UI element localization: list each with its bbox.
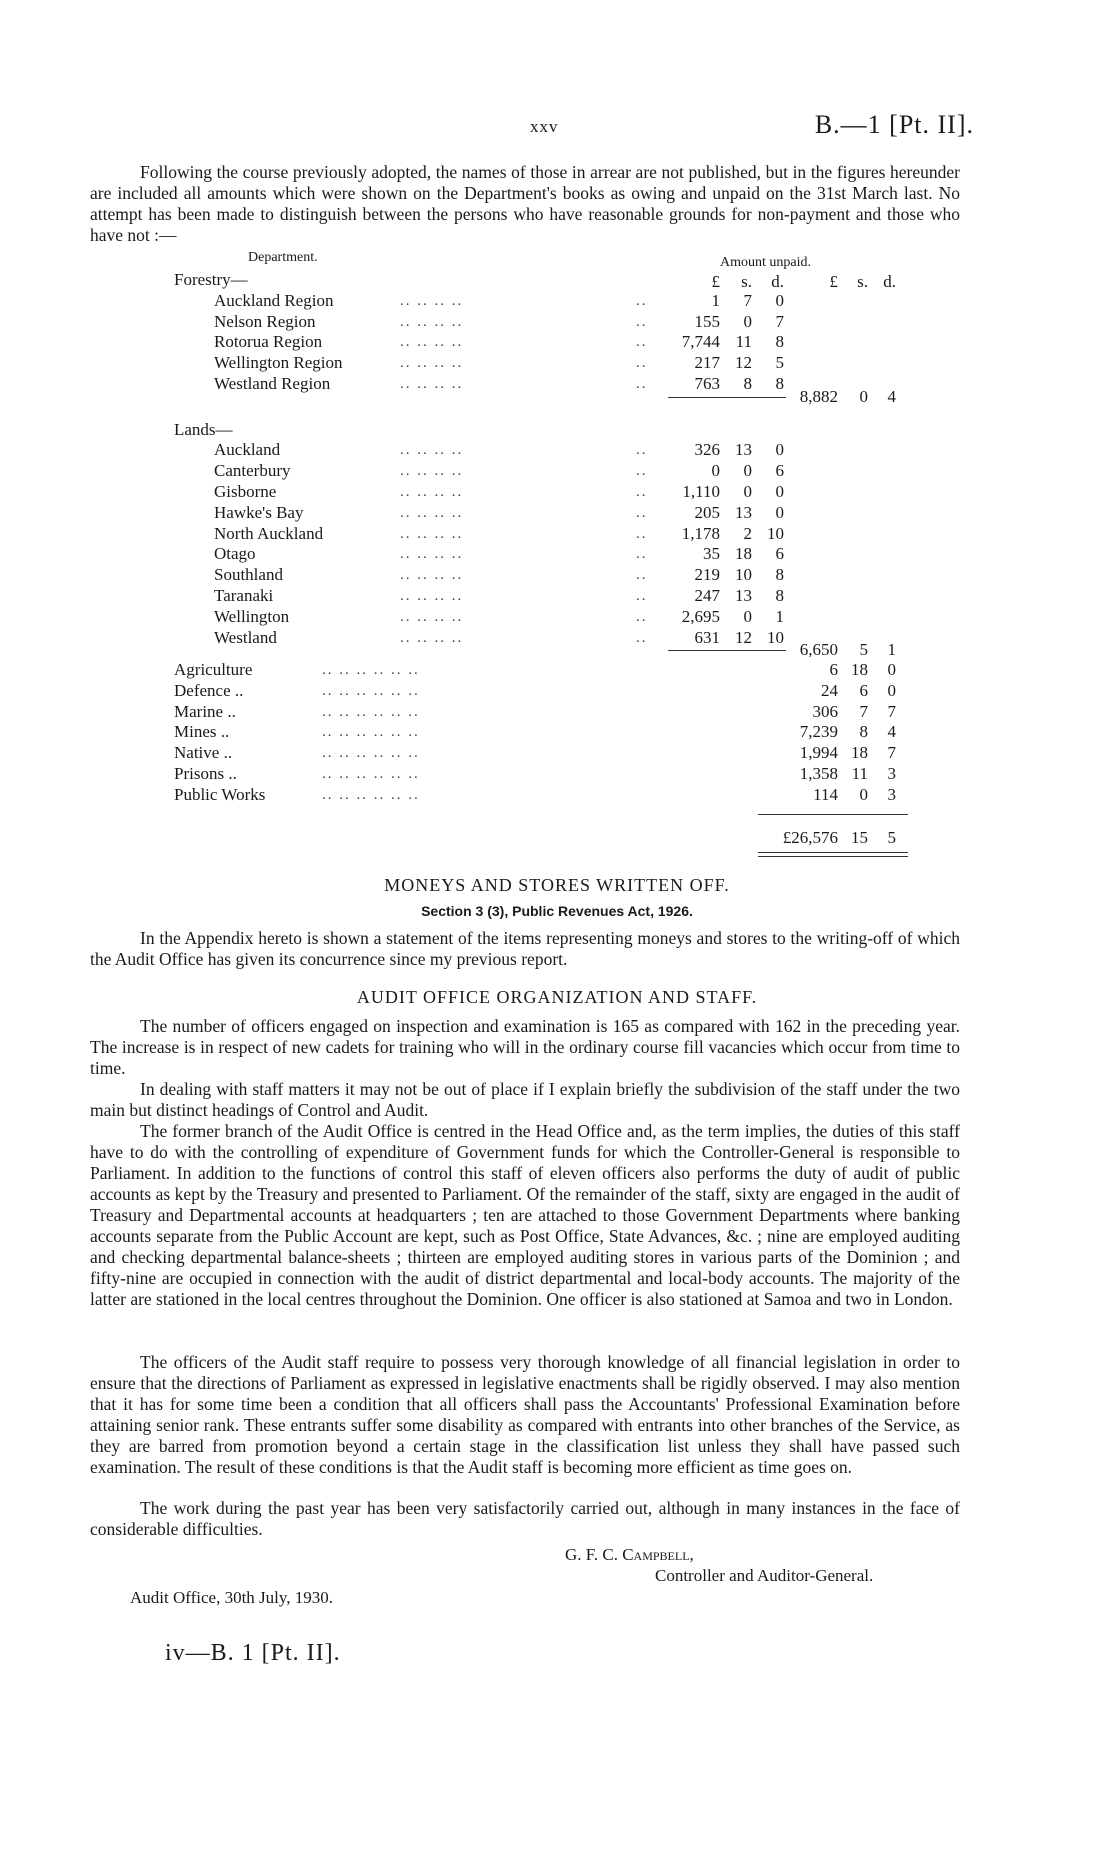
table-row-label: Nelson Region bbox=[214, 311, 316, 331]
amount-pence: 0 bbox=[775, 290, 784, 310]
currency-unit-heading: £ bbox=[829, 272, 838, 291]
leader-dots: .. .. .. .. bbox=[400, 608, 464, 625]
leader-dots: .. .. .. .. bbox=[400, 546, 464, 563]
leader-dots: .. bbox=[636, 546, 648, 563]
table-row-label: Westland Region bbox=[214, 374, 331, 393]
amount-pence: 5 bbox=[775, 353, 784, 373]
grand-total-shillings: 15 bbox=[851, 827, 868, 847]
amount-pounds: 763 bbox=[694, 374, 720, 393]
leader-dots: .. .. .. .. bbox=[400, 442, 464, 459]
staff-paragraph-4: The officers of the Audit staff require to possess very thorough knowledge of all financial legislation in order to ensure that the directions of Parliament as expressed in legislative enactments shall be rigidly observed. I may also mention that it has for some time been a condition that all officers shall pass the Accountants' Professional Examination before attaining senior rank. These entrants suffer some disability as compared with entrants into other branches of the Service, as they are barred from promotion beyond a certain stage in the classification list unless they shall have passed such examination. The result of these conditions is that the Audit staff is becoming more efficient as time goes on. bbox=[90, 1352, 960, 1477]
amount-pounds: 306 bbox=[812, 701, 838, 721]
intro-paragraph: Following the course previously adopted, the names of those in arrear are not published, but in the figures hereunder are included all amounts which were shown on the Department's books as owing and unpaid on the 31st March last. No attempt has been made to distinguish between the persons who have reasonable grounds for non-payment and those who have not :— bbox=[90, 162, 960, 245]
department-column-header: Department. bbox=[248, 250, 318, 265]
amount-shillings: 12 bbox=[735, 627, 752, 647]
amount-pounds: 1,994 bbox=[799, 743, 838, 763]
table-row-label: Westland bbox=[214, 627, 277, 647]
leader-dots: .. bbox=[636, 334, 648, 351]
amount-column-header: Amount unpaid. bbox=[720, 255, 811, 270]
amount-pounds: 24 bbox=[821, 680, 838, 700]
amount-pence: 8 bbox=[775, 565, 784, 585]
amount-pounds: 7,744 bbox=[681, 332, 720, 352]
amount-shillings: 12 bbox=[735, 353, 752, 373]
amount-pounds: 1 bbox=[711, 290, 720, 310]
table-row-label: Hawke's Bay bbox=[214, 502, 304, 522]
amount-shillings: 7 bbox=[743, 290, 752, 310]
written-off-paragraph: In the Appendix hereto is shown a statement of the items representing moneys and stores to the writing-off of which the Audit Office has given its concurrence since my previous report. bbox=[90, 928, 960, 969]
table-row-label: Mines .. bbox=[174, 722, 230, 742]
total-double-rule bbox=[758, 856, 908, 857]
table-row-label: Agriculture bbox=[174, 660, 253, 679]
amount-shillings: 0 bbox=[743, 461, 752, 481]
amount-shillings: 13 bbox=[735, 440, 752, 460]
leader-dots: .. .. .. .. bbox=[400, 376, 464, 392]
amount-pence: 7 bbox=[887, 701, 896, 721]
amount-pence: 3 bbox=[887, 764, 896, 783]
amount-pence: 1 bbox=[775, 606, 784, 626]
leader-dots: .. .. .. .. .. .. bbox=[322, 724, 420, 741]
amount-pounds: 217 bbox=[694, 353, 720, 373]
leader-dots: .. .. .. .. bbox=[400, 484, 464, 500]
document-reference: B.—1 [Pt. II]. bbox=[814, 110, 974, 139]
leader-dots: .. .. .. .. .. .. bbox=[322, 786, 420, 803]
page-number: xxv bbox=[530, 117, 559, 136]
grand-total-pence: 5 bbox=[887, 827, 896, 847]
group-heading: Lands— bbox=[174, 419, 233, 439]
amount-shillings: 6 bbox=[859, 680, 868, 700]
leader-dots: .. .. .. .. .. .. bbox=[322, 745, 420, 762]
leader-dots: .. bbox=[636, 292, 648, 309]
dateline: Audit Office, 30th July, 1930. bbox=[130, 1588, 334, 1607]
subtotal-shillings: 0 bbox=[859, 386, 868, 406]
total-rule-top bbox=[758, 814, 908, 815]
amount-pounds: 0 bbox=[711, 461, 720, 481]
leader-dots: .. bbox=[636, 376, 648, 392]
table-row-label: Gisborne bbox=[214, 482, 277, 501]
leader-dots: .. .. .. .. .. .. bbox=[322, 766, 420, 782]
amount-pounds: 1,358 bbox=[799, 764, 838, 783]
staff-paragraph-1: The number of officers engaged on inspection and examination is 165 as compared with 162 in the preceding year. The increase is in respect of new cadets for training who will in the ordinary course fill vacancies which occur from time to time. bbox=[90, 1016, 960, 1078]
amount-pence: 8 bbox=[775, 586, 784, 605]
table-row-label: Auckland Region bbox=[214, 290, 334, 310]
total-double-rule bbox=[758, 852, 908, 853]
table-row-label: Taranaki bbox=[214, 586, 274, 605]
amount-pounds: 219 bbox=[694, 565, 720, 585]
leader-dots: .. bbox=[636, 588, 648, 604]
leader-dots: .. .. .. .. bbox=[400, 525, 464, 542]
amount-pence: 7 bbox=[887, 743, 896, 763]
amount-shillings: 13 bbox=[735, 586, 752, 605]
amount-shillings: 2 bbox=[743, 523, 752, 543]
amount-pounds: 6 bbox=[829, 660, 838, 679]
signature-name: G. F. C. Campbell, bbox=[565, 1545, 694, 1564]
section-heading-written-off: MONEYS AND STORES WRITTEN OFF. bbox=[384, 875, 730, 895]
leader-dots: .. .. .. .. .. .. bbox=[322, 682, 420, 699]
amount-pounds: 114 bbox=[813, 784, 838, 804]
amount-pounds: 247 bbox=[694, 586, 720, 605]
subtotal-pence: 1 bbox=[887, 640, 896, 660]
leader-dots: .. bbox=[636, 525, 648, 542]
amount-pence: 0 bbox=[887, 680, 896, 700]
leader-dots: .. .. .. .. .. .. bbox=[322, 662, 420, 678]
leader-dots: .. bbox=[636, 567, 648, 584]
amount-pounds: 205 bbox=[694, 502, 720, 522]
currency-unit-heading: d. bbox=[883, 272, 896, 291]
amount-pence: 0 bbox=[775, 502, 784, 522]
section-heading-audit-staff: AUDIT OFFICE ORGANIZATION AND STAFF. bbox=[356, 987, 758, 1007]
leader-dots: .. .. .. .. bbox=[400, 334, 464, 351]
leader-dots: .. bbox=[636, 629, 648, 646]
amount-shillings: 18 bbox=[851, 660, 868, 679]
leader-dots: .. .. .. .. bbox=[400, 355, 464, 372]
leader-dots: .. .. .. .. bbox=[400, 629, 464, 646]
amount-shillings: 8 bbox=[859, 722, 868, 742]
leader-dots: .. .. .. .. bbox=[400, 292, 464, 309]
amount-pence: 8 bbox=[775, 374, 784, 393]
amount-pence: 8 bbox=[775, 332, 784, 352]
table-row-label: Canterbury bbox=[214, 461, 291, 481]
group-heading: Forestry— bbox=[174, 270, 248, 289]
leader-dots: .. .. .. .. bbox=[400, 463, 464, 480]
currency-unit-heading: £ bbox=[711, 272, 720, 291]
leader-dots: .. bbox=[636, 608, 648, 625]
amount-pence: 3 bbox=[887, 784, 896, 804]
subtotal-rule bbox=[668, 397, 786, 398]
amount-shillings: 10 bbox=[735, 565, 752, 585]
amount-shillings: 18 bbox=[851, 743, 868, 763]
amount-shillings: 0 bbox=[859, 784, 868, 804]
table-row-label: Wellington Region bbox=[214, 353, 343, 373]
amount-shillings: 13 bbox=[735, 502, 752, 522]
table-row-label: Southland bbox=[214, 565, 283, 585]
table-row-label: Wellington bbox=[214, 606, 290, 626]
amount-pence: 6 bbox=[775, 461, 784, 481]
amount-pounds: 7,239 bbox=[799, 722, 838, 742]
table-row-label: Public Works bbox=[174, 784, 266, 804]
amount-shillings: 0 bbox=[743, 482, 752, 501]
amount-shillings: 0 bbox=[743, 311, 752, 331]
footer-reference: iv—B. 1 [Pt. II]. bbox=[165, 1640, 341, 1666]
amount-pounds: 1,178 bbox=[681, 523, 720, 543]
leader-dots: .. bbox=[636, 504, 648, 521]
table-row-label: Otago bbox=[214, 544, 256, 564]
amount-shillings: 18 bbox=[735, 544, 752, 564]
amount-pence: 7 bbox=[775, 311, 784, 331]
table-row-label: Prisons .. bbox=[174, 764, 237, 783]
section-subheading-act: Section 3 (3), Public Revenues Act, 1926. bbox=[421, 903, 693, 919]
currency-unit-heading: s. bbox=[741, 272, 752, 291]
amount-pence: 6 bbox=[775, 544, 784, 564]
amount-pounds: 631 bbox=[694, 627, 720, 647]
table-row-label: Defence .. bbox=[174, 680, 244, 700]
subtotal-pounds: 8,882 bbox=[799, 386, 838, 406]
table-row-label: Marine .. bbox=[174, 701, 236, 721]
grand-total-pounds: £26,576 bbox=[782, 827, 838, 847]
staff-paragraph-2: In dealing with staff matters it may not be out of place if I explain briefly the subdivision of the staff under the two main but distinct headings of Control and Audit. bbox=[90, 1079, 960, 1120]
amount-pounds: 155 bbox=[694, 311, 720, 331]
leader-dots: .. .. .. .. bbox=[400, 588, 464, 604]
leader-dots: .. .. .. .. bbox=[400, 504, 464, 521]
amount-pounds: 326 bbox=[694, 440, 720, 460]
table-row-label: Native .. bbox=[174, 743, 233, 763]
amount-pounds: 1,110 bbox=[682, 482, 720, 501]
amount-pounds: 2,695 bbox=[681, 606, 720, 626]
amount-pence: 10 bbox=[767, 627, 784, 647]
table-row-label: Rotorua Region bbox=[214, 332, 323, 352]
leader-dots: .. bbox=[636, 313, 648, 330]
table-row-label: North Auckland bbox=[214, 523, 324, 543]
leader-dots: .. bbox=[636, 484, 648, 500]
subtotal-pounds: 6,650 bbox=[799, 640, 838, 660]
amount-pounds: 35 bbox=[703, 544, 720, 564]
subtotal-shillings: 5 bbox=[859, 640, 868, 660]
amount-shillings: 11 bbox=[851, 764, 868, 783]
amount-pence: 0 bbox=[775, 440, 784, 460]
amount-pence: 0 bbox=[775, 482, 784, 501]
subtotal-rule bbox=[668, 650, 786, 651]
leader-dots: .. .. .. .. .. .. bbox=[322, 703, 420, 720]
amount-shillings: 11 bbox=[735, 332, 752, 352]
leader-dots: .. .. .. .. bbox=[400, 313, 464, 330]
amount-shillings: 0 bbox=[743, 606, 752, 626]
signature-title: Controller and Auditor-General. bbox=[655, 1566, 874, 1585]
staff-paragraph-5: The work during the past year has been very satisfactorily carried out, although in many instances in the face of considerable difficulties. bbox=[90, 1498, 960, 1539]
leader-dots: .. .. .. .. bbox=[400, 567, 464, 584]
amount-pence: 4 bbox=[887, 722, 896, 742]
amount-pence: 10 bbox=[767, 523, 784, 543]
currency-unit-heading: d. bbox=[771, 272, 784, 291]
subtotal-pence: 4 bbox=[887, 386, 896, 406]
staff-paragraph-3: The former branch of the Audit Office is centred in the Head Office and, as the term implies, the duties of this staff have to do with the controlling of expenditure of Government funds for which the Controller-General is responsible to Parliament. In addition to the functions of control this staff of eleven officers also performs the duty of audit of public accounts as kept by the Treasury and presented to Parliament. Of the remainder of the staff, sixty are engaged in the audit of Treasury and Departmental accounts at headquarters ; ten are attached to those Government Departments where banking accounts separate from the Public Account are kept, such as Post Office, State Advances, &c. ; nine are employed auditing and checking departmental balance-sheets ; thirteen are employed auditing stores in various parts of the Dominion ; and fifty-nine are occupied in connection with the audit of district departmental and local-body accounts. The majority of the latter are stationed in the local centres throughout the Dominion. One officer is also stationed at Samoa and two in London. bbox=[90, 1121, 960, 1309]
leader-dots: .. bbox=[636, 355, 648, 372]
amount-shillings: 7 bbox=[859, 701, 868, 721]
table-row-label: Auckland bbox=[214, 440, 281, 460]
currency-unit-heading: s. bbox=[857, 272, 868, 291]
amount-pence: 0 bbox=[887, 660, 896, 679]
amount-shillings: 8 bbox=[743, 374, 752, 393]
leader-dots: .. bbox=[636, 463, 648, 480]
leader-dots: .. bbox=[636, 442, 648, 459]
